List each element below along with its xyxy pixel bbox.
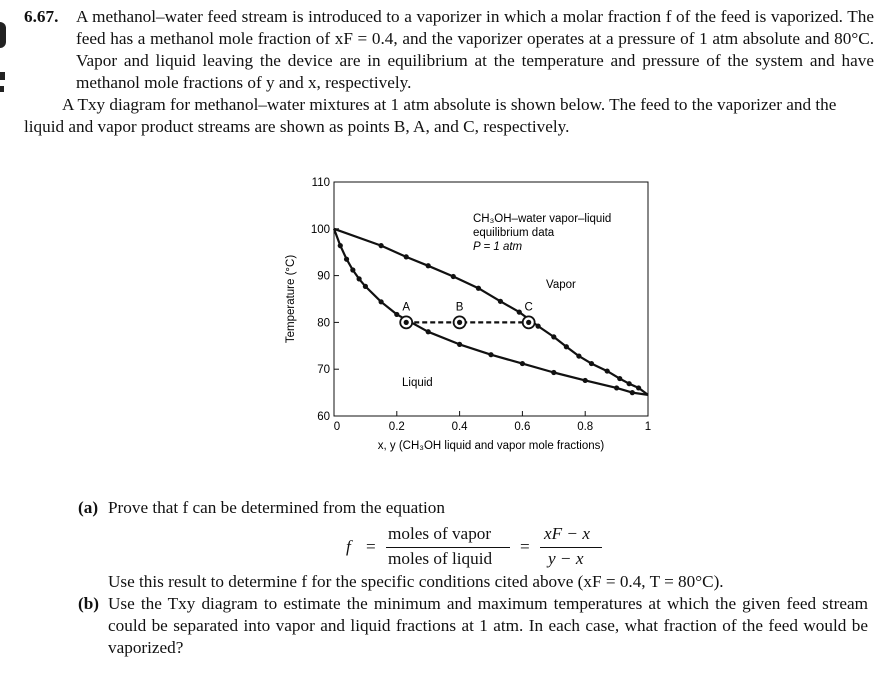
bubble-point-curve: [334, 229, 648, 395]
point-A-dot: [404, 320, 409, 325]
x-axis-label: x, y (CH₃OH liquid and vapor mole fractions): [377, 440, 605, 452]
bubble-data-point: [394, 312, 399, 317]
dew-data-point: [605, 368, 610, 373]
point-A-label: A: [402, 301, 411, 314]
txy-diagram: [260, 170, 680, 470]
question-parts: [78, 497, 868, 659]
y-tick-label: 110: [311, 177, 330, 189]
bubble-data-point: [614, 385, 619, 390]
y-tick-label: 70: [317, 364, 330, 377]
dew-data-point: [627, 381, 632, 386]
eq-equals-1: =: [366, 537, 376, 556]
dew-data-point: [426, 263, 431, 268]
y-tick-label: 100: [310, 223, 330, 236]
part-b-label: (b): [78, 594, 100, 613]
point-C-dot: [526, 320, 531, 325]
eq-denominator-2: y − x: [548, 549, 584, 568]
problem-number: 6.67.: [24, 7, 59, 26]
part-b-text: Use the Txy diagram to estimate the minimum and maximum temperatures at which the given feed stream could be separated into vapor and liquid fractions at 1 atm. In each case, what fraction of the feed would be vaporized?: [108, 594, 868, 657]
dew-data-point: [576, 353, 581, 358]
dew-data-point: [476, 286, 481, 291]
chart-title-line-3: P = 1 atm: [473, 241, 523, 253]
part-a: [78, 497, 868, 593]
eq-f-symbol: f: [346, 537, 351, 556]
bubble-data-point: [551, 370, 556, 375]
x-tick-label: 1: [644, 421, 652, 433]
bubble-data-point: [457, 342, 462, 347]
dew-data-point: [517, 310, 522, 315]
bubble-data-point: [520, 361, 525, 366]
y-tick-label: 60: [317, 411, 330, 423]
part-b: [78, 593, 868, 659]
dew-point-curve: [334, 229, 648, 395]
f-equation: [108, 519, 868, 571]
bubble-data-point: [350, 267, 355, 272]
eq-denominator-1: moles of liquid: [388, 549, 493, 568]
eq-equals-2: =: [520, 537, 530, 556]
x-tick-label: 0.6: [514, 421, 531, 433]
dew-data-point: [498, 299, 503, 304]
liquid-region-label: Liquid: [402, 377, 433, 389]
problem-paragraph-2: A Txy diagram for methanol–water mixtures at 1 atm absolute is shown below. The feed to the vaporizer and the liquid and vapor product streams are shown as points B, A, and C, respectively.: [24, 95, 837, 136]
eq-numerator-2: xF − x: [544, 524, 590, 543]
dew-data-point: [551, 334, 556, 339]
part-a-label: (a): [78, 498, 99, 517]
point-B-label: B: [455, 301, 464, 314]
bubble-data-point: [488, 352, 493, 357]
part-a-text: Prove that f can be determined from the equation: [108, 498, 445, 517]
bubble-data-point: [630, 390, 635, 395]
dew-data-point: [451, 274, 456, 279]
problem-statement: [24, 6, 874, 138]
x-tick-label: 0.8: [577, 421, 594, 433]
x-tick-label: 0: [333, 421, 341, 433]
page-edge-mark: [0, 72, 5, 80]
x-tick-label: 0.2: [388, 421, 405, 433]
dew-data-point: [617, 376, 622, 381]
y-tick-label: 80: [317, 317, 330, 330]
point-C-label: C: [524, 301, 533, 314]
y-tick-label: 90: [317, 270, 330, 283]
chart-title-line-2: equilibrium data: [473, 227, 555, 239]
eq-numerator-1: moles of vapor: [388, 524, 492, 543]
dew-data-point: [636, 385, 641, 390]
y-axis-label: Temperature (°C): [285, 254, 297, 344]
bubble-data-point: [338, 243, 343, 248]
bubble-data-point: [357, 276, 362, 281]
x-tick-label: 0.4: [451, 421, 468, 433]
txy-chart-svg: [260, 170, 680, 470]
problem-paragraph-1: A methanol–water feed stream is introduced to a vaporizer in which a molar fraction f of the feed is vaporized. The feed has a methanol mole fraction of xF = 0.4, and the vaporizer operates at a pressure of 1 atm absolute and 80°C. Vapor and liquid leaving the device are in equilibrium at the temperature and pressure of the system and have methanol mole fractions of y and x, respectively.: [76, 7, 874, 92]
bubble-data-point: [363, 284, 368, 289]
bubble-data-point: [583, 378, 588, 383]
chart-title-line-1: CH₃OH–water vapor–liquid: [473, 213, 612, 225]
bubble-data-point: [426, 329, 431, 334]
bubble-data-point: [379, 299, 384, 304]
dew-data-point: [379, 243, 384, 248]
dew-data-point: [564, 344, 569, 349]
dew-data-point: [536, 324, 541, 329]
dew-data-point: [589, 361, 594, 366]
page-edge-mark: [0, 22, 6, 48]
bubble-data-point: [344, 257, 349, 262]
vapor-region-label: Vapor: [546, 279, 576, 291]
point-B-dot: [457, 320, 462, 325]
dew-data-point: [404, 254, 409, 259]
part-a-use-text: Use this result to determine f for the specific conditions cited above (xF = 0.4, T = 80°C).: [108, 572, 724, 591]
page-edge-mark: [0, 86, 4, 92]
